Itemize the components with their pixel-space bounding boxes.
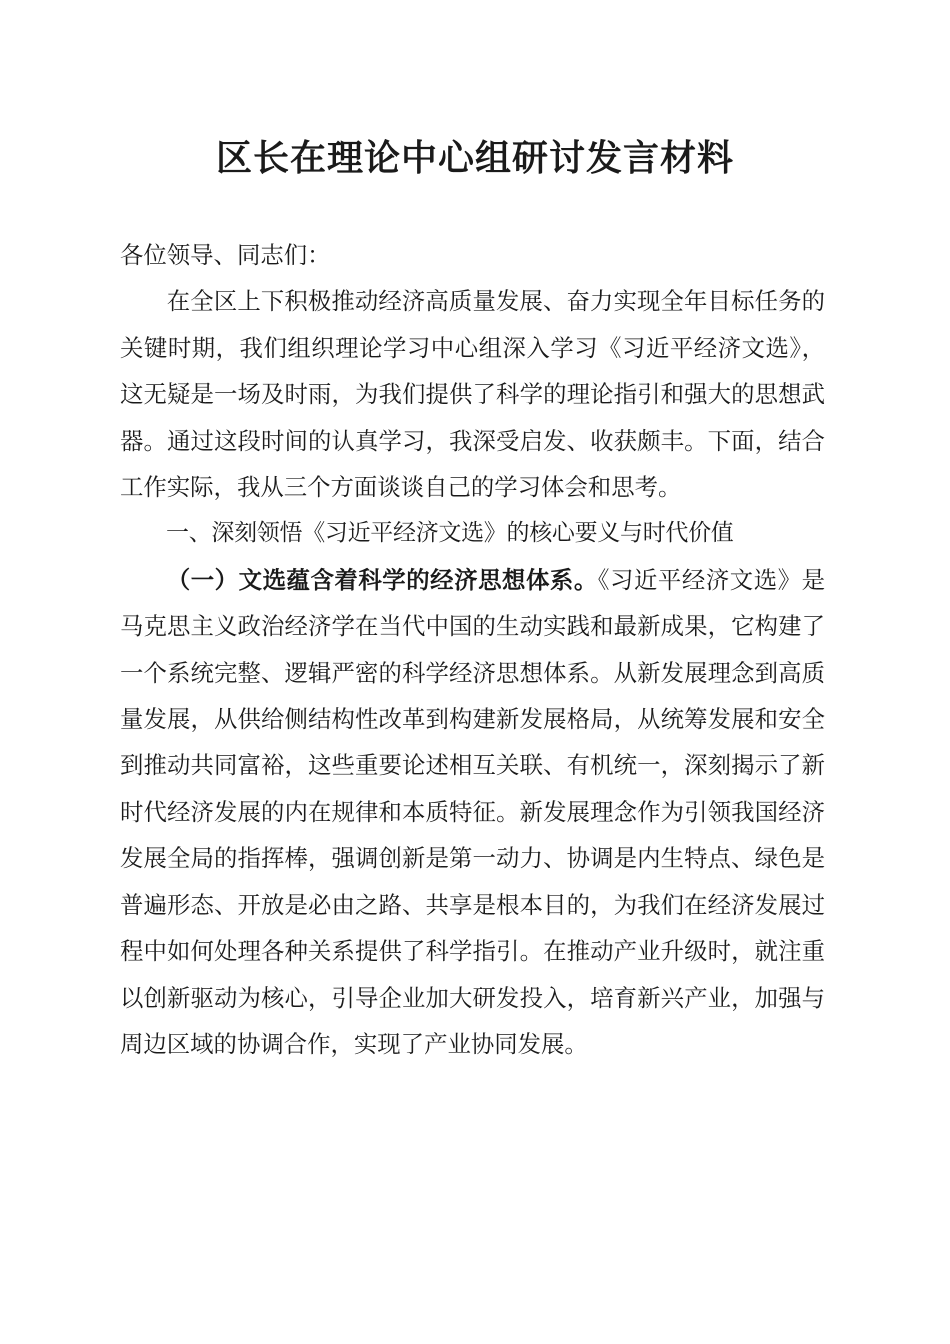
intro-paragraph: 在全区上下积极推动经济高质量发展、奋力实现全年目标任务的关键时期，我们组织理论学习中心组深入学习《习近平经济文选》，这无疑是一场及时雨，为我们提供了科学的理论指引和强大的思想武器。通过这段时间的认真学习，我深受启发、收获颇丰。下面，结合工作实际，我从三个方面谈谈自己的学习体会和思考。 [120,287,825,502]
document-title: 区长在理论中心组研讨发言材料 [215,138,734,179]
subsection-paragraph-1 [120,557,825,1067]
greeting: 各位领导、同志们： [120,241,331,269]
subsection-body-1: 《习近平经济文选》是马克思主义政治经济学在当代中国的生动实践和最新成果，它构建了一个系统完整、逻辑严密的科学经济思想体系。从新发展理念到高质量发展，从供给侧结构性改革到构建新发展格局，从统筹发展和安全到推动共同富裕，这些重要论述相互关联、有机统一，深刻揭示了新时代经济发展的内在规律和本质特征。新发展理念作为引领我国经济发展全局的指挥棒，强调创新是第一动力、协调是内生特点、绿色是普遍形态、开放是必由之路、共享是根本目的，为我们在经济发展过程中如何处理各种关系提供了科学指引。在推动产业升级时，就注重以创新驱动为核心，引导企业加大研发投入，培育新兴产业，加强与周边区域的协调合作，实现了产业协同发展。 [120,565,825,1058]
document-body [120,232,825,1067]
subsection-heading-1: （一）文选蕴含着科学的经济思想体系。 [166,565,598,594]
section-heading-1: 一、深刻领悟《习近平经济文选》的核心要义与时代价值 [166,520,734,547]
